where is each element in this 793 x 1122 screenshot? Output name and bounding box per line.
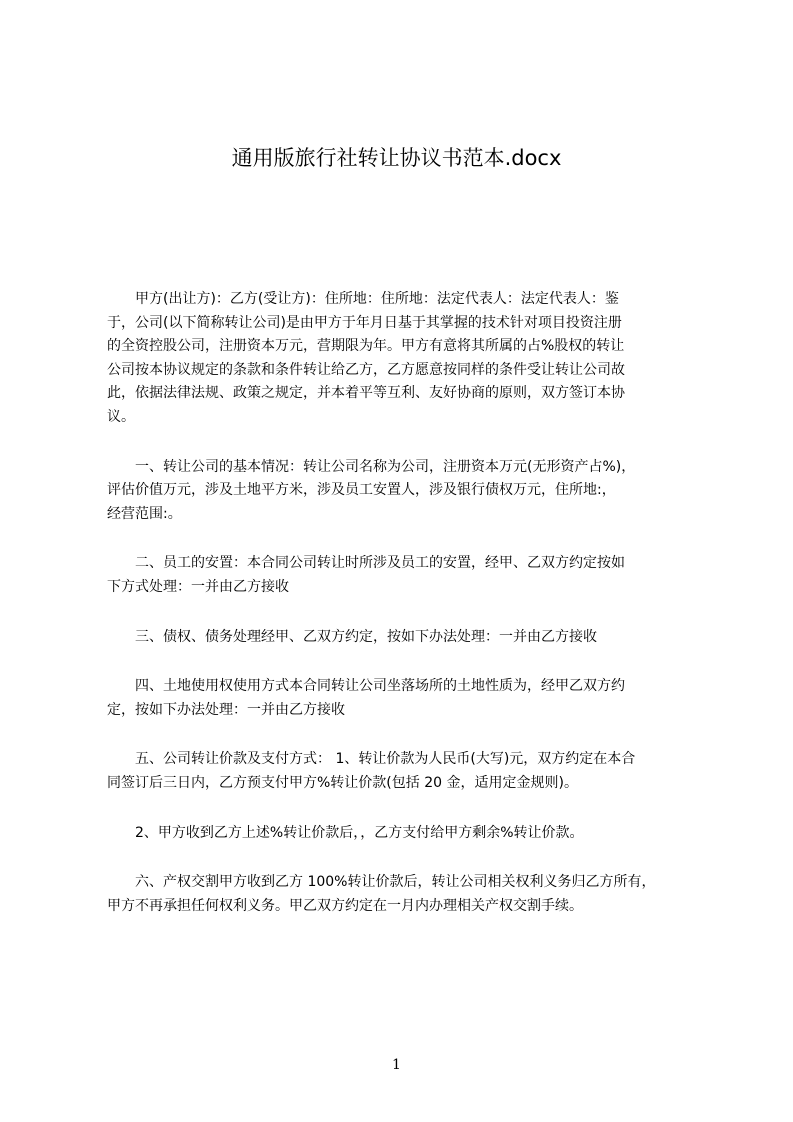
- paragraph-section-5: [107, 748, 707, 795]
- paragraph-preamble: [107, 288, 707, 430]
- text-line: 甲方(出让方)：乙方(受让方)：住所地：住所地：法定代表人：法定代表人：鉴: [107, 291, 619, 307]
- paragraph-section-6: [107, 871, 707, 918]
- text-line: 五、公司转让价款及支付方式： 1、转让价款为人民币(大写)元，双方约定在本合: [107, 751, 636, 768]
- document-body: [107, 288, 707, 918]
- page-number: 1: [392, 1057, 401, 1073]
- paragraph-section-3: [107, 626, 707, 650]
- text-line: 定，按如下办法处理：一并由乙方接收: [107, 701, 345, 718]
- text-line: 经营范围:。: [107, 505, 182, 522]
- text-line: 于，公司(以下简称转让公司)是由甲方于年月日基于其掌握的技术针对项目投资注册: [107, 314, 622, 331]
- text-line: 三、债权、债务处理经甲、乙双方约定，按如下办法处理：一并由乙方接收: [107, 628, 597, 645]
- text-line: 六、产权交割甲方收到乙方 100%转让价款后，转让公司相关权利义务归乙方所有，: [107, 874, 656, 891]
- text-line: 的全资控股公司，注册资本万元，营期限为年。甲方有意将其所属的占%股权的转让: [107, 338, 625, 355]
- paragraph-section-5-item-2: [107, 822, 707, 846]
- text-line: 一、转让公司的基本情况：转让公司名称为公司，注册资本万元(无形资产占%)，: [107, 458, 636, 475]
- paragraph-section-2: [107, 552, 707, 599]
- text-line: 同签订后三日内，乙方预支付甲方%转让价款(包括 20 金，适用定金规则)。: [107, 774, 578, 791]
- text-line: 2、甲方收到乙方上述%转让价款后，，乙方支付给甲方剩余%转让价款。: [107, 824, 584, 841]
- text-line: 四、土地使用权使用方式本合同转让公司坐落场所的土地性质为，经甲乙双方约: [107, 678, 625, 695]
- paragraph-section-1: [107, 456, 707, 527]
- text-line: 公司按本协议规定的条款和条件转让给乙方，乙方愿意按同样的条件受让转让公司故: [107, 361, 625, 378]
- text-line: 议。: [107, 408, 135, 425]
- text-line: 甲方不再承担任何权利义务。甲乙双方约定在一月内办理相关产权交割手续。: [107, 897, 583, 914]
- document-title: 通用版旅行社转让协议书范本.docx: [231, 146, 562, 170]
- text-line: 此，依据法律法规、政策之规定，并本着平等互利、友好协商的原则，双方签订本协: [107, 385, 625, 402]
- paragraph-section-4: [107, 675, 707, 722]
- text-line: 评估价值万元，涉及土地平方米，涉及员工安置人，涉及银行债权万元，住所地:，: [107, 482, 616, 499]
- text-line: 下方式处理：一并由乙方接收: [107, 578, 289, 595]
- text-line: 二、员工的安置：本合同公司转让时所涉及员工的安置，经甲、乙双方约定按如: [107, 555, 625, 572]
